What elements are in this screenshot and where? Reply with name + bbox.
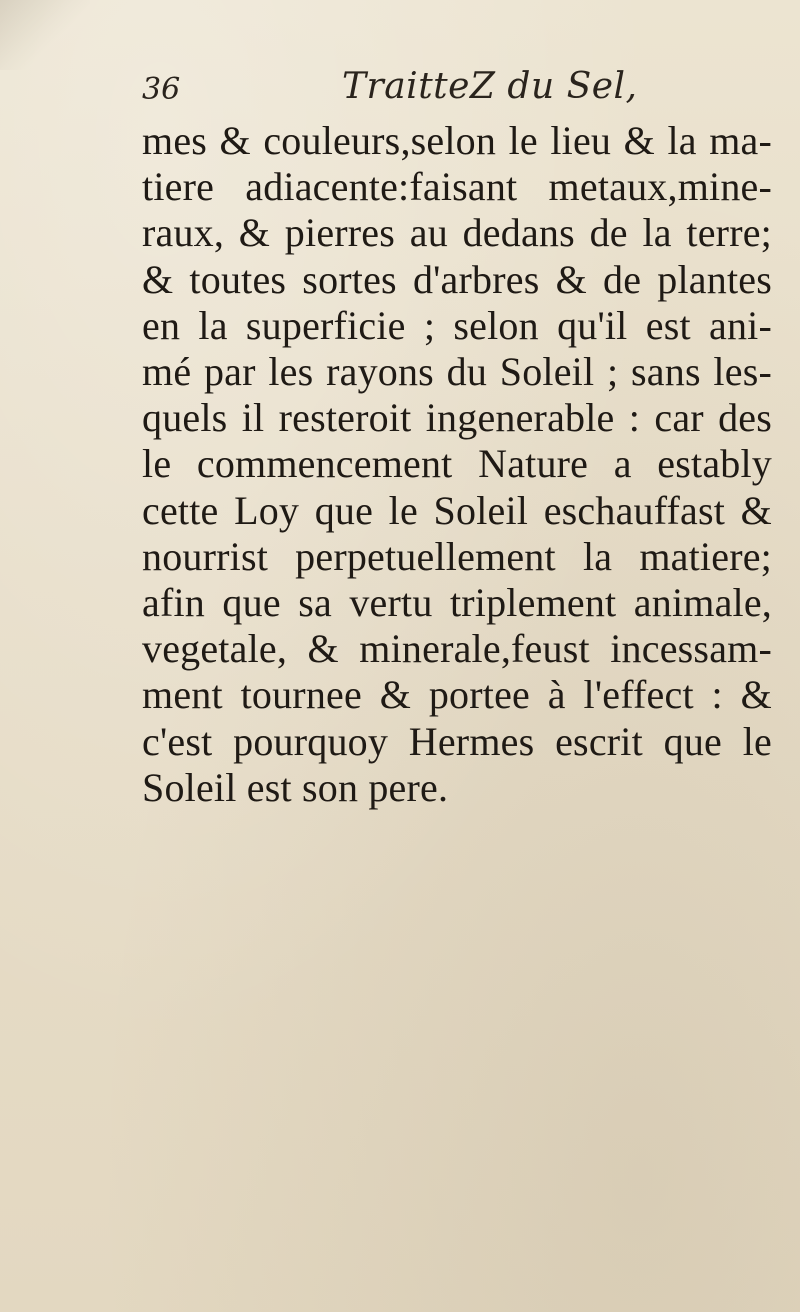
text-line: le commencement Nature a estably	[142, 441, 772, 487]
text-line: Soleil est son pere.	[142, 764, 449, 810]
running-title: TraitteZ du Sel,	[342, 66, 638, 107]
page-corner-shading	[0, 0, 90, 70]
text-line: c'est pourquoy Hermes escrit que le	[142, 718, 772, 764]
text-line: nourrist perpetuellement la matiere;	[142, 533, 772, 579]
text-line: afin que sa vertu triplement animale,	[142, 580, 772, 626]
text-line: & toutes sortes d'arbres & de plantes	[142, 256, 772, 302]
text-line: tiere adiacente:faisant metaux,mine-	[142, 164, 772, 210]
text-line: vegetale, & minerale,feust incessam-	[142, 626, 772, 672]
text-line: raux, & pierres au dedans de la terre;	[142, 210, 772, 256]
text-line: cette Loy que le Soleil eschauffast &	[142, 487, 772, 533]
page-number: 36	[142, 72, 181, 107]
text-line: mé par les rayons du Soleil ; sans les-	[142, 349, 772, 395]
running-head	[142, 66, 662, 114]
body-text	[142, 118, 772, 811]
text-line: mes & couleurs,selon le lieu & la ma-	[142, 118, 772, 163]
text-line: ment tournee & portee à l'effect : &	[142, 672, 772, 718]
text-line: quels il resteroit ingenerable : car des	[142, 395, 772, 441]
text-line: en la superficie ; selon qu'il est ani-	[142, 302, 772, 348]
